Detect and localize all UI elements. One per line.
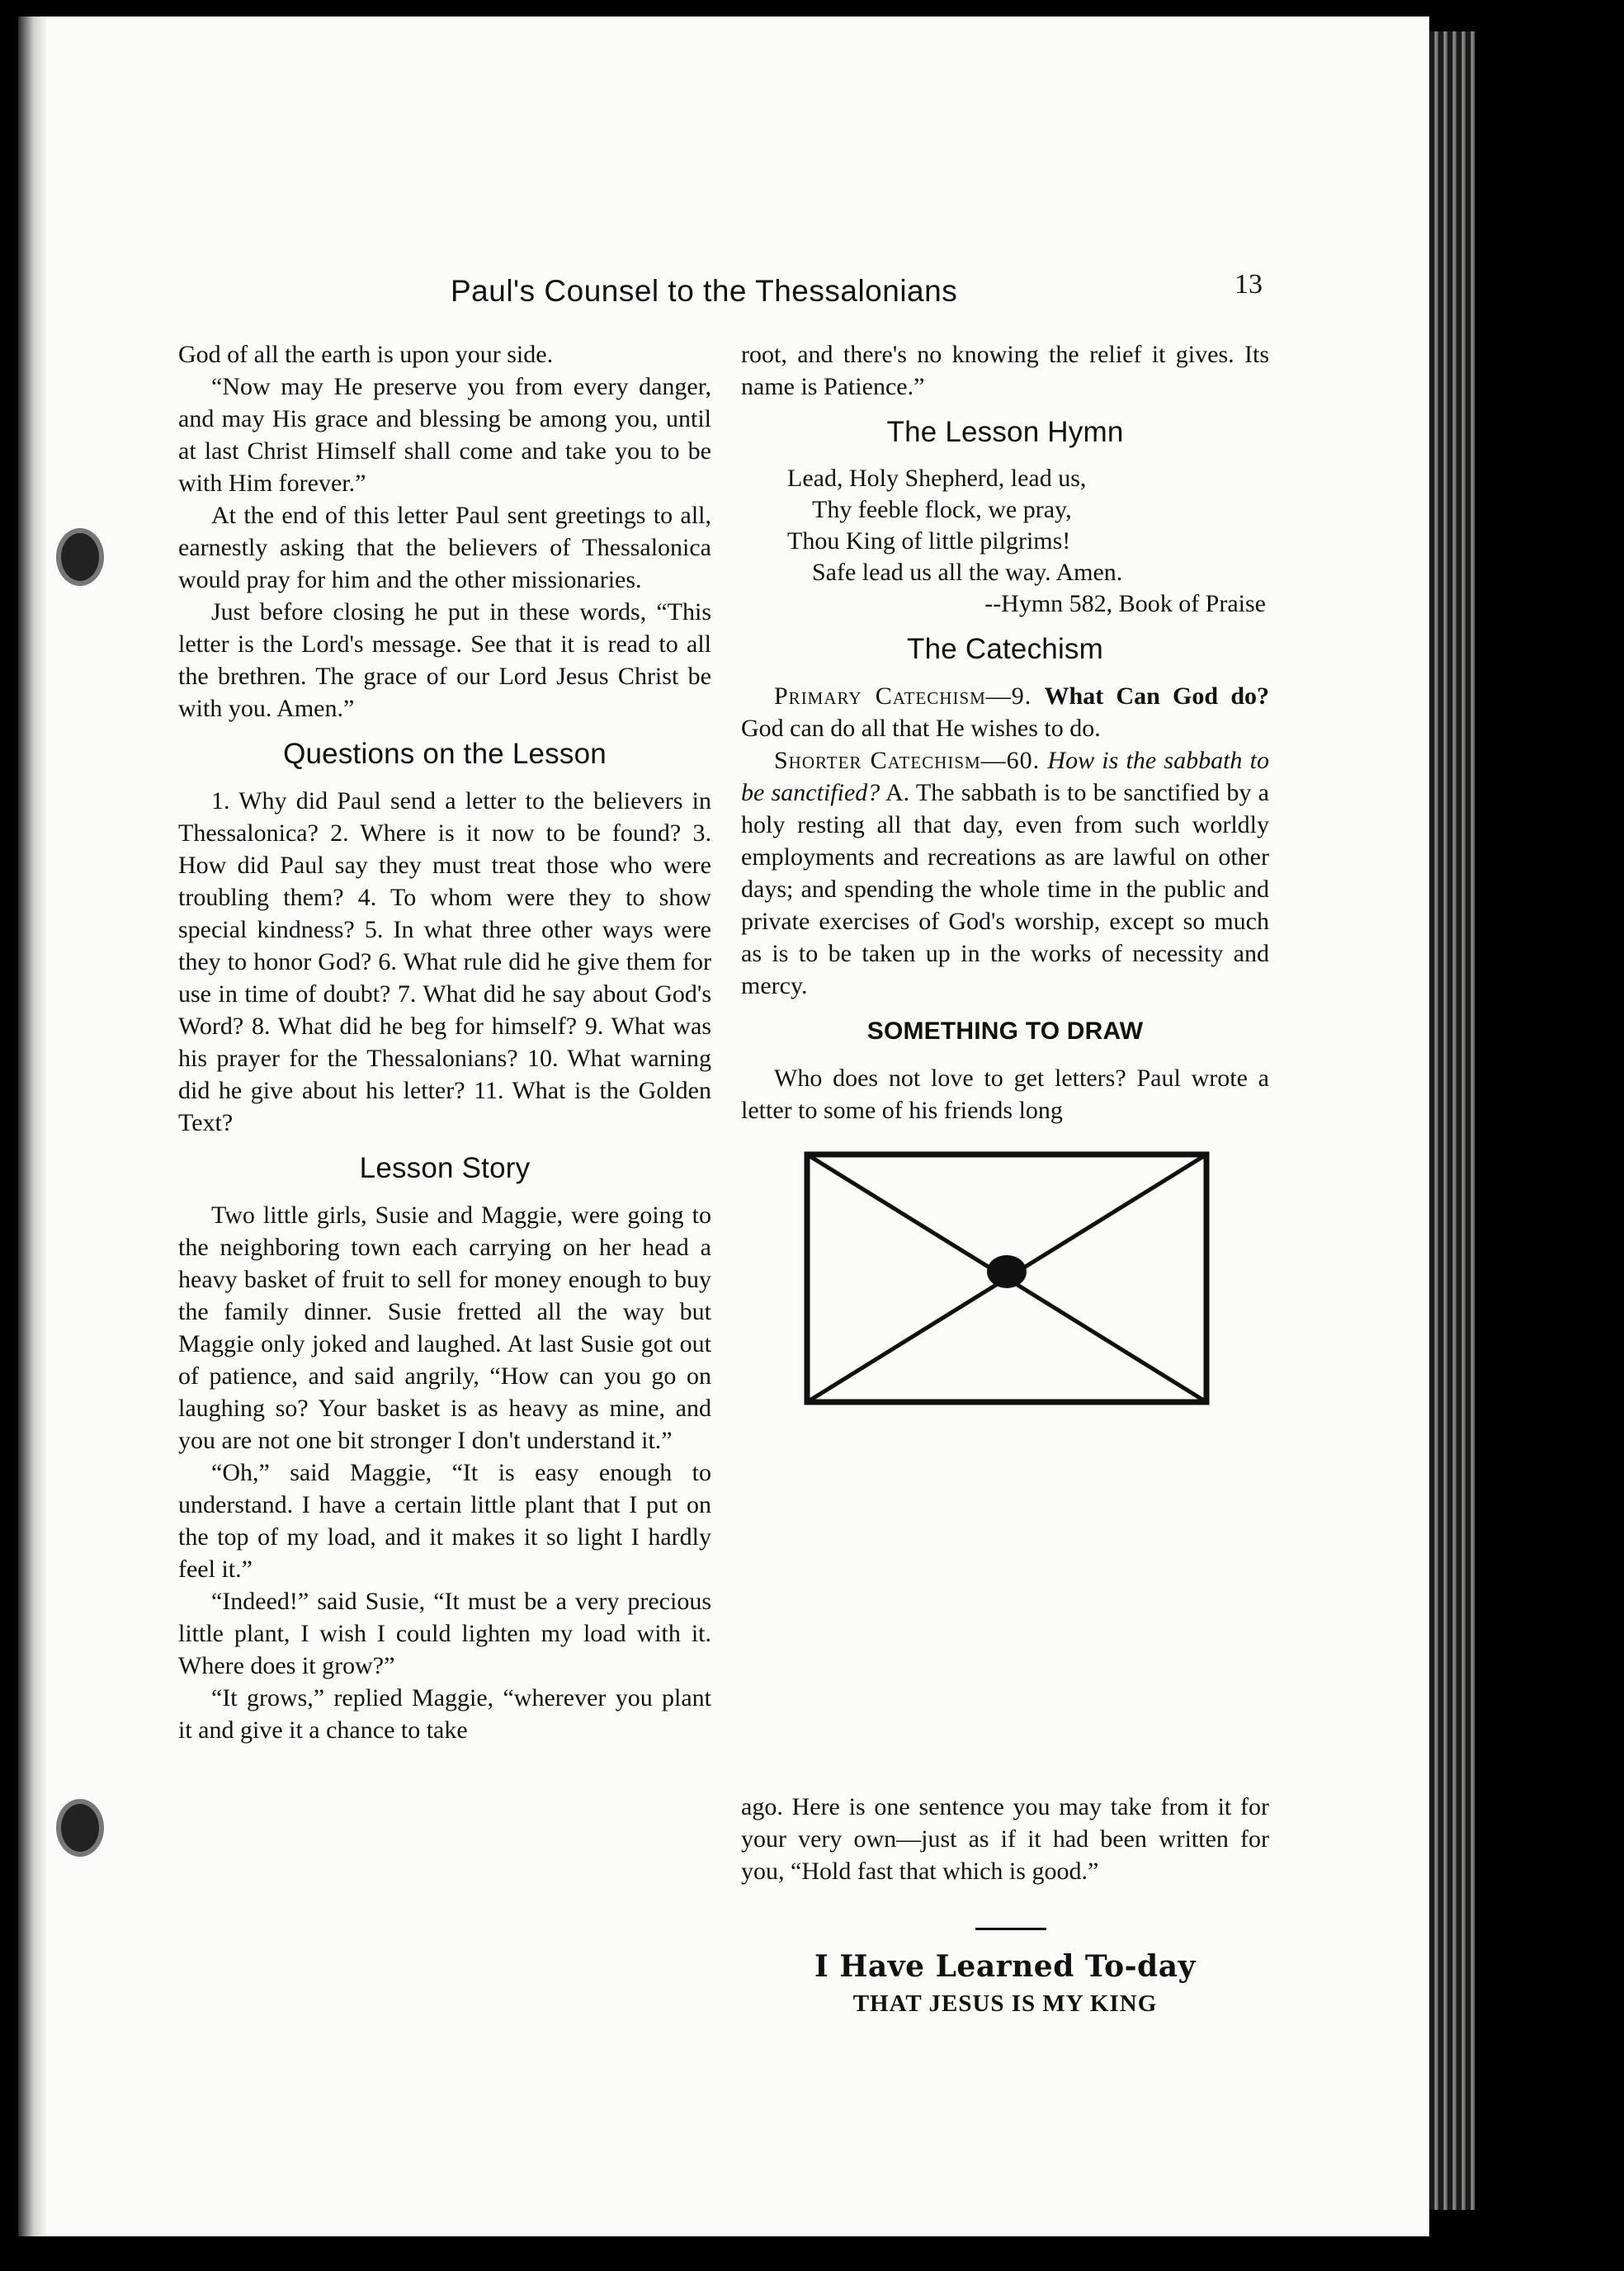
learned-heading: I Have Learned To-day	[814, 1949, 1196, 1984]
story-paragraph: Two little girls, Susie and Maggie, were going to the neighboring town each carrying on her head a heavy basket of fruit to sell for money enough to buy the family dinner. Susie fretted all the way but Maggie only joked and laughed. At last Susie got out of patience, and said angrily, “How can you go on laughing so? Your basket is as heavy as mine, and you are not one bit stronger I don't understand it.”	[178, 1202, 711, 1454]
shorter-question: How is the sabbath to be sanctified?	[741, 747, 1269, 806]
catechism-heading: The Catechism	[907, 633, 1103, 665]
page-number: 13	[1235, 269, 1263, 300]
story-paragraph: “Oh,” said Maggie, “It is easy enough to understand. I have a certain little plant that I put on the top of my load, and it makes it so light I hardly feel it.”	[178, 1459, 711, 1583]
story-paragraph: “Indeed!” said Susie, “It must be a very precious little plant, I wish I could lighten my load with it. Where does it grow?”	[178, 1588, 711, 1679]
hymn-line: Thou King of little pilgrims!	[787, 527, 1071, 555]
paragraph: Just before closing he put in these words, “This letter is the Lord's message. See that it is read to all the brethren. The grace of our Lord Jesus Christ be with you. Amen.”	[178, 598, 711, 722]
paragraph: God of all the earth is upon your side.	[178, 341, 554, 368]
shorter-catechism	[741, 744, 1269, 1002]
draw-heading: SOMETHING TO DRAW	[866, 1017, 1144, 1045]
hymn-line: Safe lead us all the way. Amen.	[812, 559, 1123, 586]
envelope-drawing	[800, 1148, 1213, 1412]
questions-heading: Questions on the Lesson	[283, 738, 607, 770]
learned-subtext: THAT JESUS IS MY KING	[852, 1990, 1158, 2017]
hymn-verse	[741, 463, 1269, 620]
running-header: Paul's Counsel to the Thessalonians	[451, 274, 958, 308]
paragraph: At the end of this letter Paul sent greetings to all, earnestly asking that the believers of Thessalonica would pray for him and the other missionaries.	[178, 502, 711, 593]
story-heading: Lesson Story	[359, 1152, 531, 1184]
story-continuation: root, and there's no knowing the relief it gives. Its name is Patience.”	[741, 341, 1269, 400]
primary-answer: God can do all that He wishes to do.	[741, 715, 1101, 742]
paragraph: “Now may He preserve you from every danger, and may His grace and blessing be among you, until at last Christ Himself shall come and take you to be with Him forever.”	[178, 373, 711, 497]
story-paragraph: “It grows,” replied Maggie, “wherever you plant it and give it a chance to take	[178, 1684, 711, 1744]
right-column	[741, 338, 1269, 1412]
binding-hole-lower	[56, 1799, 104, 1857]
shorter-label: Shorter Catechism—60.	[774, 747, 1041, 774]
draw-text: Who does not love to get letters? Paul wrote a letter to some of his friends long	[741, 1065, 1269, 1124]
hymn-heading: The Lesson Hymn	[886, 416, 1124, 448]
binding-hole-upper	[56, 528, 104, 586]
shorter-answer: A. The sabbath is to be sanctified by a holy resting all that day, even from such worldly employments and recreations as are lawful on other days; and spending the whole time in the public and private exercises of God's worship, except so much as is to be taken up in the works of necessity and mercy.	[741, 779, 1269, 999]
hymn-line: Thy feeble flock, we pray,	[812, 496, 1072, 523]
questions-text: 1. Why did Paul send a letter to the believers in Thessalonica? 2. Where is it now to be found? 3. How did Paul say they must treat those who were troubling them? 4. To whom were they to show special kindness? 5. In what three other ways were they to honor God? 6. What rule did he give them for use in time of doubt? 7. What did he say about God's Word? 8. What did he beg for himself? 9. What was his prayer for the Thessalonians? 10. What warning did he give about his letter? 11. What is the Golden Text?	[178, 787, 711, 1136]
page-edges	[1429, 31, 1624, 2210]
primary-catechism	[741, 680, 1269, 744]
hymn-line: Lead, Holy Shepherd, lead us,	[787, 465, 1087, 492]
envelope-icon	[800, 1148, 1213, 1412]
hymn-source: --Hymn 582, Book of Praise	[984, 590, 1266, 617]
draw-continuation: ago. Here is one sentence you may take from it for your very own—just as if it had been written for you, “Hold fast that which is good.”	[741, 1793, 1269, 1885]
left-column	[178, 338, 711, 1746]
divider	[975, 1928, 1046, 1930]
primary-label: Primary Catechism—9.	[774, 682, 1032, 710]
primary-question: What Can God do?	[1044, 682, 1269, 710]
page-spine	[18, 17, 46, 2236]
